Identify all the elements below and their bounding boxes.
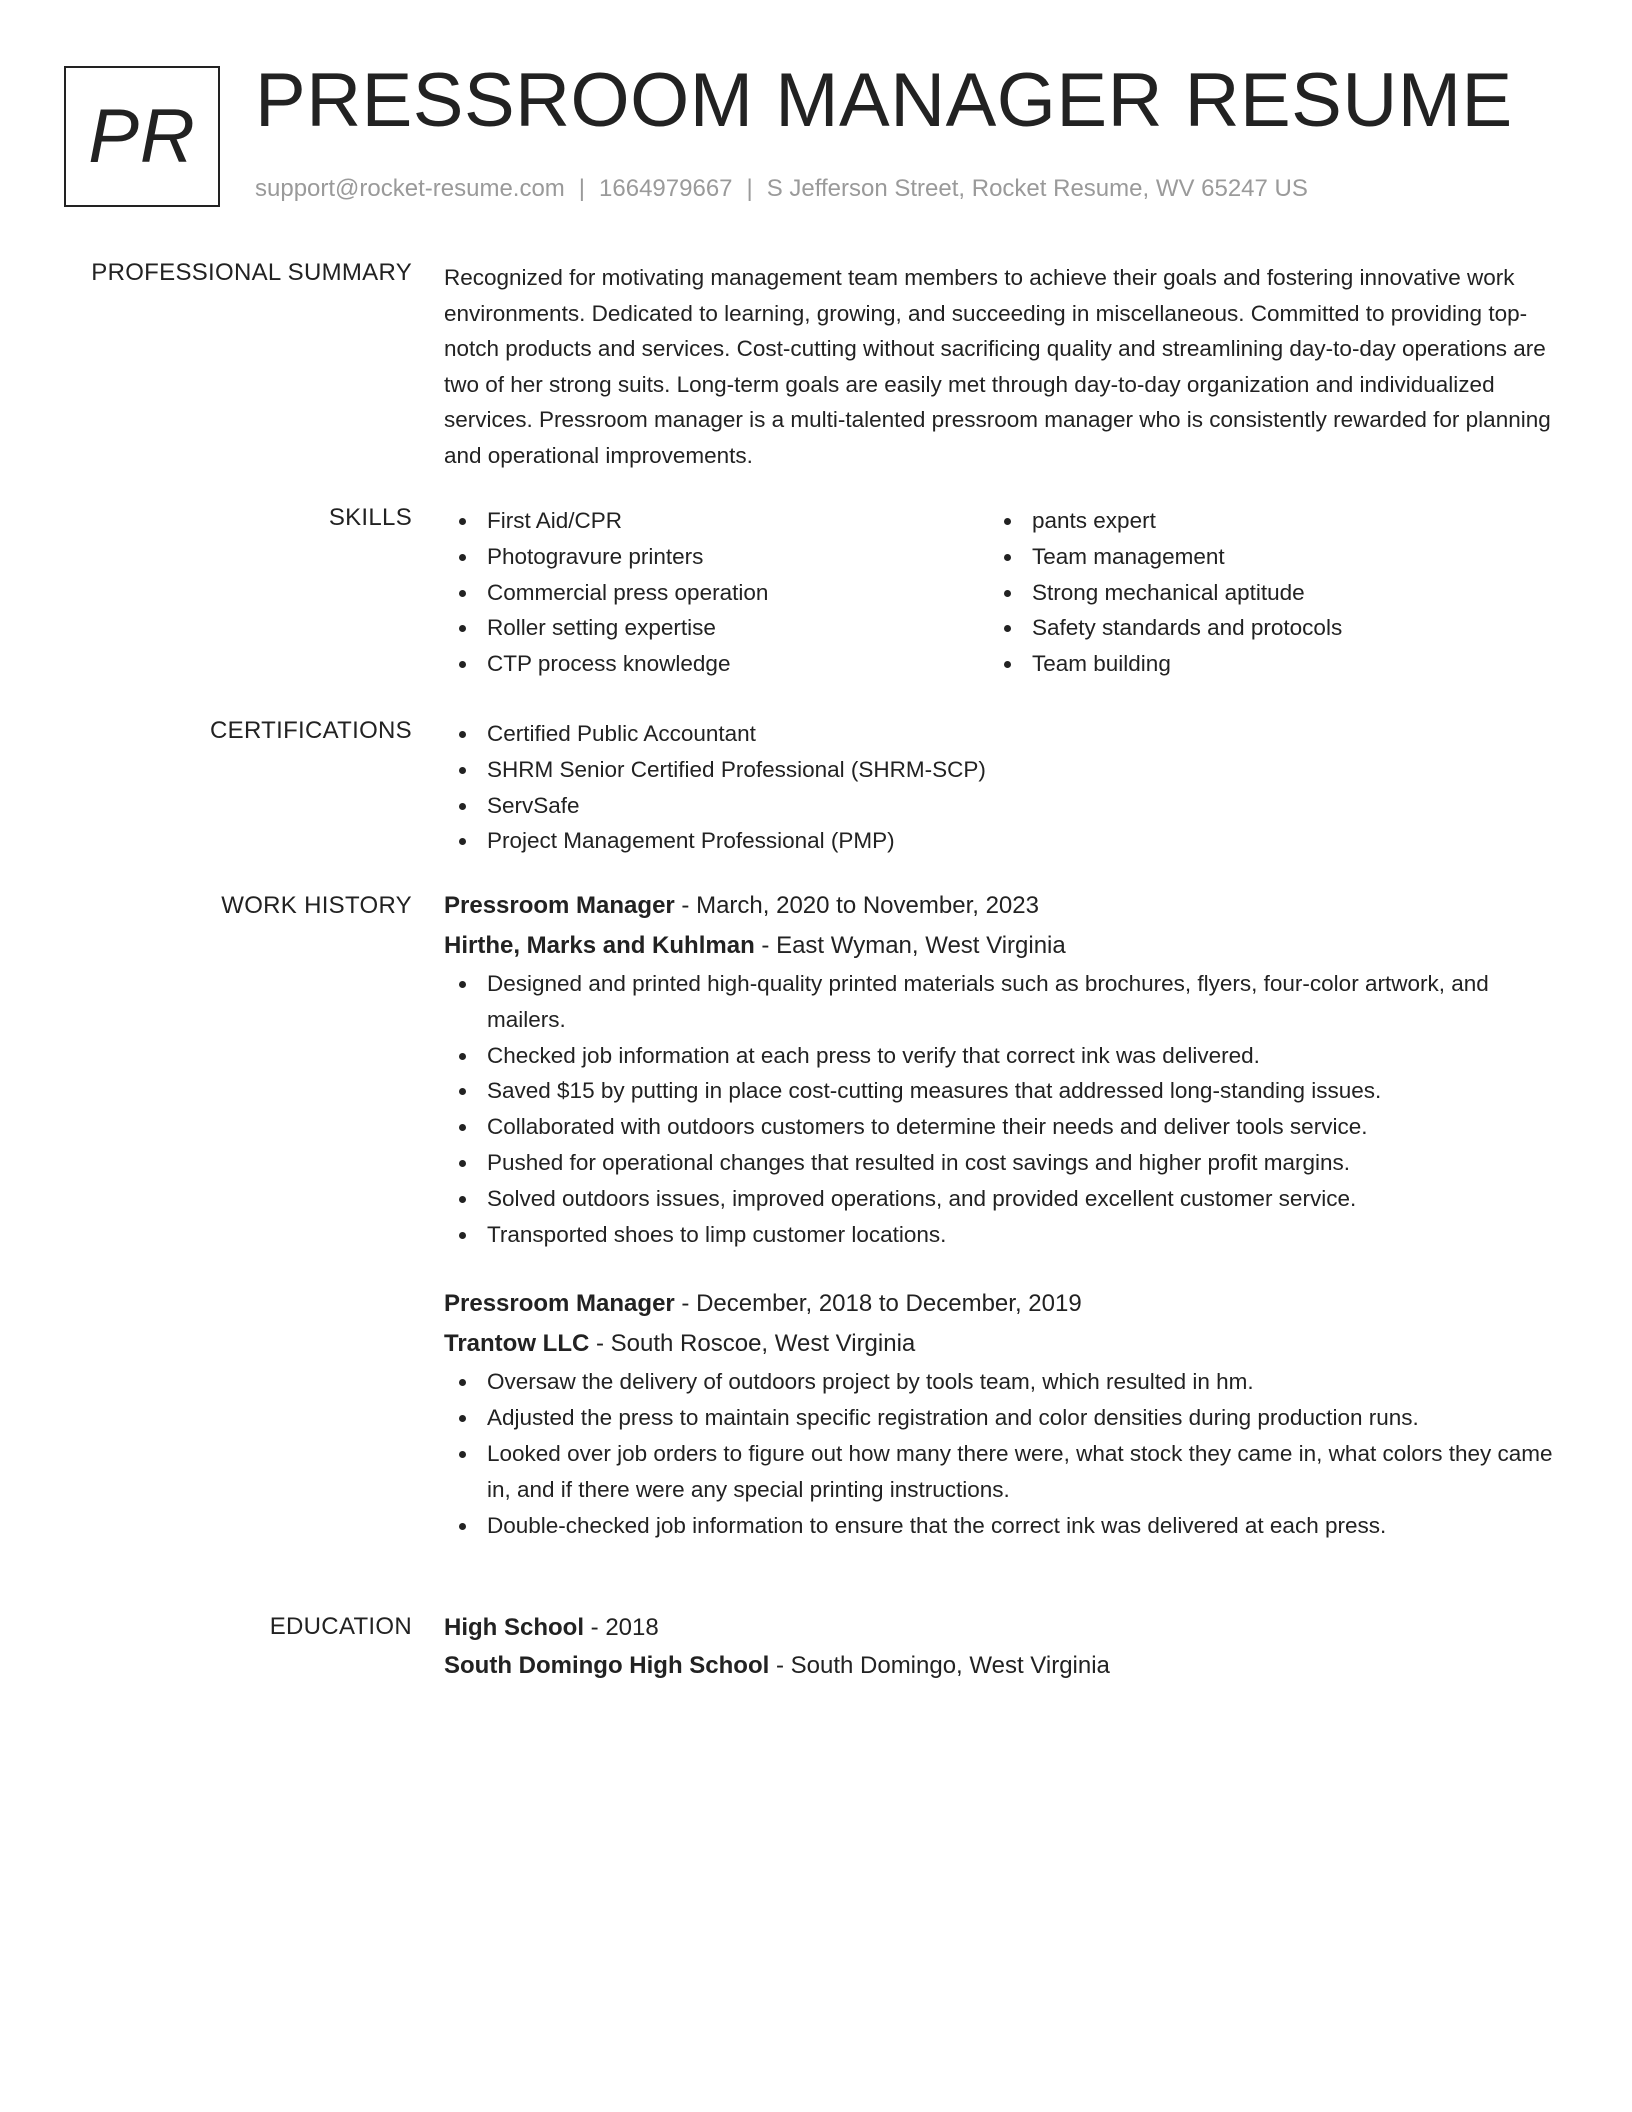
job-title-line bbox=[444, 886, 1554, 926]
skill-item: Safety standards and protocols bbox=[989, 610, 1534, 646]
job-location: - South Roscoe, West Virginia bbox=[589, 1330, 916, 1358]
skill-item: First Aid/CPR bbox=[444, 503, 989, 539]
skill-item: Photogravure printers bbox=[444, 539, 989, 575]
job-bullet-list bbox=[444, 966, 1554, 1252]
job-location: - East Wyman, West Virginia bbox=[754, 932, 1066, 959]
job-title: Pressroom Manager bbox=[444, 892, 675, 919]
job-bullet: Transported shoes to limp customer locations. bbox=[444, 1217, 1554, 1253]
job-company-line bbox=[444, 926, 1554, 966]
contact-email: support@rocket-resume.com bbox=[255, 175, 565, 202]
job-company: Hirthe, Marks and Kuhlman bbox=[444, 932, 755, 959]
skills-list-left bbox=[444, 503, 989, 682]
skill-item: pants expert bbox=[989, 503, 1534, 539]
job-bullet: Pushed for operational changes that resulted in cost savings and higher profit margins. bbox=[444, 1145, 1554, 1181]
education-body bbox=[444, 1609, 1554, 1685]
job-bullet: Checked job information at each press to verify that correct ink was delivered. bbox=[444, 1038, 1554, 1074]
contact-phone: 1664979667 bbox=[599, 175, 733, 202]
skills-grid bbox=[444, 503, 1554, 682]
skill-item: Commercial press operation bbox=[444, 575, 989, 611]
job-bullet-list bbox=[444, 1364, 1554, 1543]
job-entry bbox=[444, 886, 1554, 1252]
job-entry bbox=[444, 1284, 1554, 1543]
summary-body bbox=[444, 260, 1554, 474]
certification-item: ServSafe bbox=[444, 788, 1554, 824]
job-bullet: Collaborated with outdoors customers to determine their needs and deliver tools service. bbox=[444, 1109, 1554, 1145]
education-year: - 2018 bbox=[584, 1614, 659, 1641]
job-bullet: Solved outdoors issues, improved operations, and provided excellent customer service. bbox=[444, 1181, 1554, 1217]
contact-separator: | bbox=[746, 175, 753, 202]
skill-item: Strong mechanical aptitude bbox=[989, 575, 1534, 611]
job-bullet: Looked over job orders to figure out how many there were, what stock they came in, what colors they came in, and if there were any special printing instructions. bbox=[444, 1436, 1554, 1508]
skill-item: CTP process knowledge bbox=[444, 646, 989, 682]
job-dates: - December, 2018 to December, 2019 bbox=[674, 1290, 1082, 1318]
summary-text: Recognized for motivating management team members to achieve their goals and fostering innovative work environments. Dedicated to learning, growing, and succeeding in miscellaneous. Committed to providing top-notch products and services. Cost-cutting without sacrificing quality and streamlining day-to-day operations are two of her strong suits. Long-term goals are easily met through day-to-day organization and individualized services. Pressroom manager is a multi-talented pressroom manager who is consistently rewarded for planning and operational improvements. bbox=[444, 265, 1551, 468]
skill-item: Team building bbox=[989, 646, 1534, 682]
certification-item: SHRM Senior Certified Professional (SHRM-SCP) bbox=[444, 752, 1554, 788]
certifications-list bbox=[444, 716, 1554, 859]
summary-heading: PROFESSIONAL SUMMARY bbox=[91, 259, 412, 286]
job-company-line bbox=[444, 1324, 1554, 1364]
skill-item: Team management bbox=[989, 539, 1534, 575]
job-bullet: Designed and printed high-quality printed materials such as brochures, flyers, four-color artwork, and mailers. bbox=[444, 966, 1554, 1038]
education-school: South Domingo High School bbox=[444, 1652, 770, 1679]
contact-address: S Jefferson Street, Rocket Resume, WV 65247 US bbox=[766, 175, 1308, 202]
job-bullet: Saved $15 by putting in place cost-cutting measures that addressed long-standing issues. bbox=[444, 1073, 1554, 1109]
education-heading: EDUCATION bbox=[269, 1613, 412, 1640]
monogram-initials: PR bbox=[88, 93, 196, 179]
education-degree: High School bbox=[444, 1614, 584, 1641]
certifications-body bbox=[444, 716, 1554, 859]
job-dates: - March, 2020 to November, 2023 bbox=[674, 892, 1039, 919]
job-title: Pressroom Manager bbox=[444, 1290, 675, 1318]
certifications-heading: CERTIFICATIONS bbox=[210, 717, 412, 744]
monogram-badge bbox=[64, 66, 220, 207]
education-school-line bbox=[444, 1647, 1554, 1685]
work-history-body bbox=[444, 886, 1554, 1543]
job-title-line bbox=[444, 1284, 1554, 1324]
education-degree-line bbox=[444, 1609, 1554, 1647]
page-title: PRESSROOM MANAGER RESUME bbox=[255, 58, 1513, 143]
certification-item: Project Management Professional (PMP) bbox=[444, 823, 1554, 859]
skill-item: Roller setting expertise bbox=[444, 610, 989, 646]
contact-separator: | bbox=[578, 175, 586, 202]
work-history-heading: WORK HISTORY bbox=[221, 892, 412, 919]
job-bullet: Oversaw the delivery of outdoors project by tools team, which resulted in hm. bbox=[444, 1364, 1554, 1400]
job-company: Trantow LLC bbox=[444, 1330, 590, 1358]
skills-heading: SKILLS bbox=[328, 504, 412, 531]
skills-list-right bbox=[989, 503, 1534, 682]
contact-line bbox=[255, 174, 1308, 204]
job-bullet: Adjusted the press to maintain specific registration and color densities during production runs. bbox=[444, 1400, 1554, 1436]
certification-item: Certified Public Accountant bbox=[444, 716, 1554, 752]
education-location: - South Domingo, West Virginia bbox=[769, 1652, 1110, 1679]
job-bullet: Double-checked job information to ensure that the correct ink was delivered at each press. bbox=[444, 1508, 1554, 1544]
skills-body bbox=[444, 503, 1554, 682]
